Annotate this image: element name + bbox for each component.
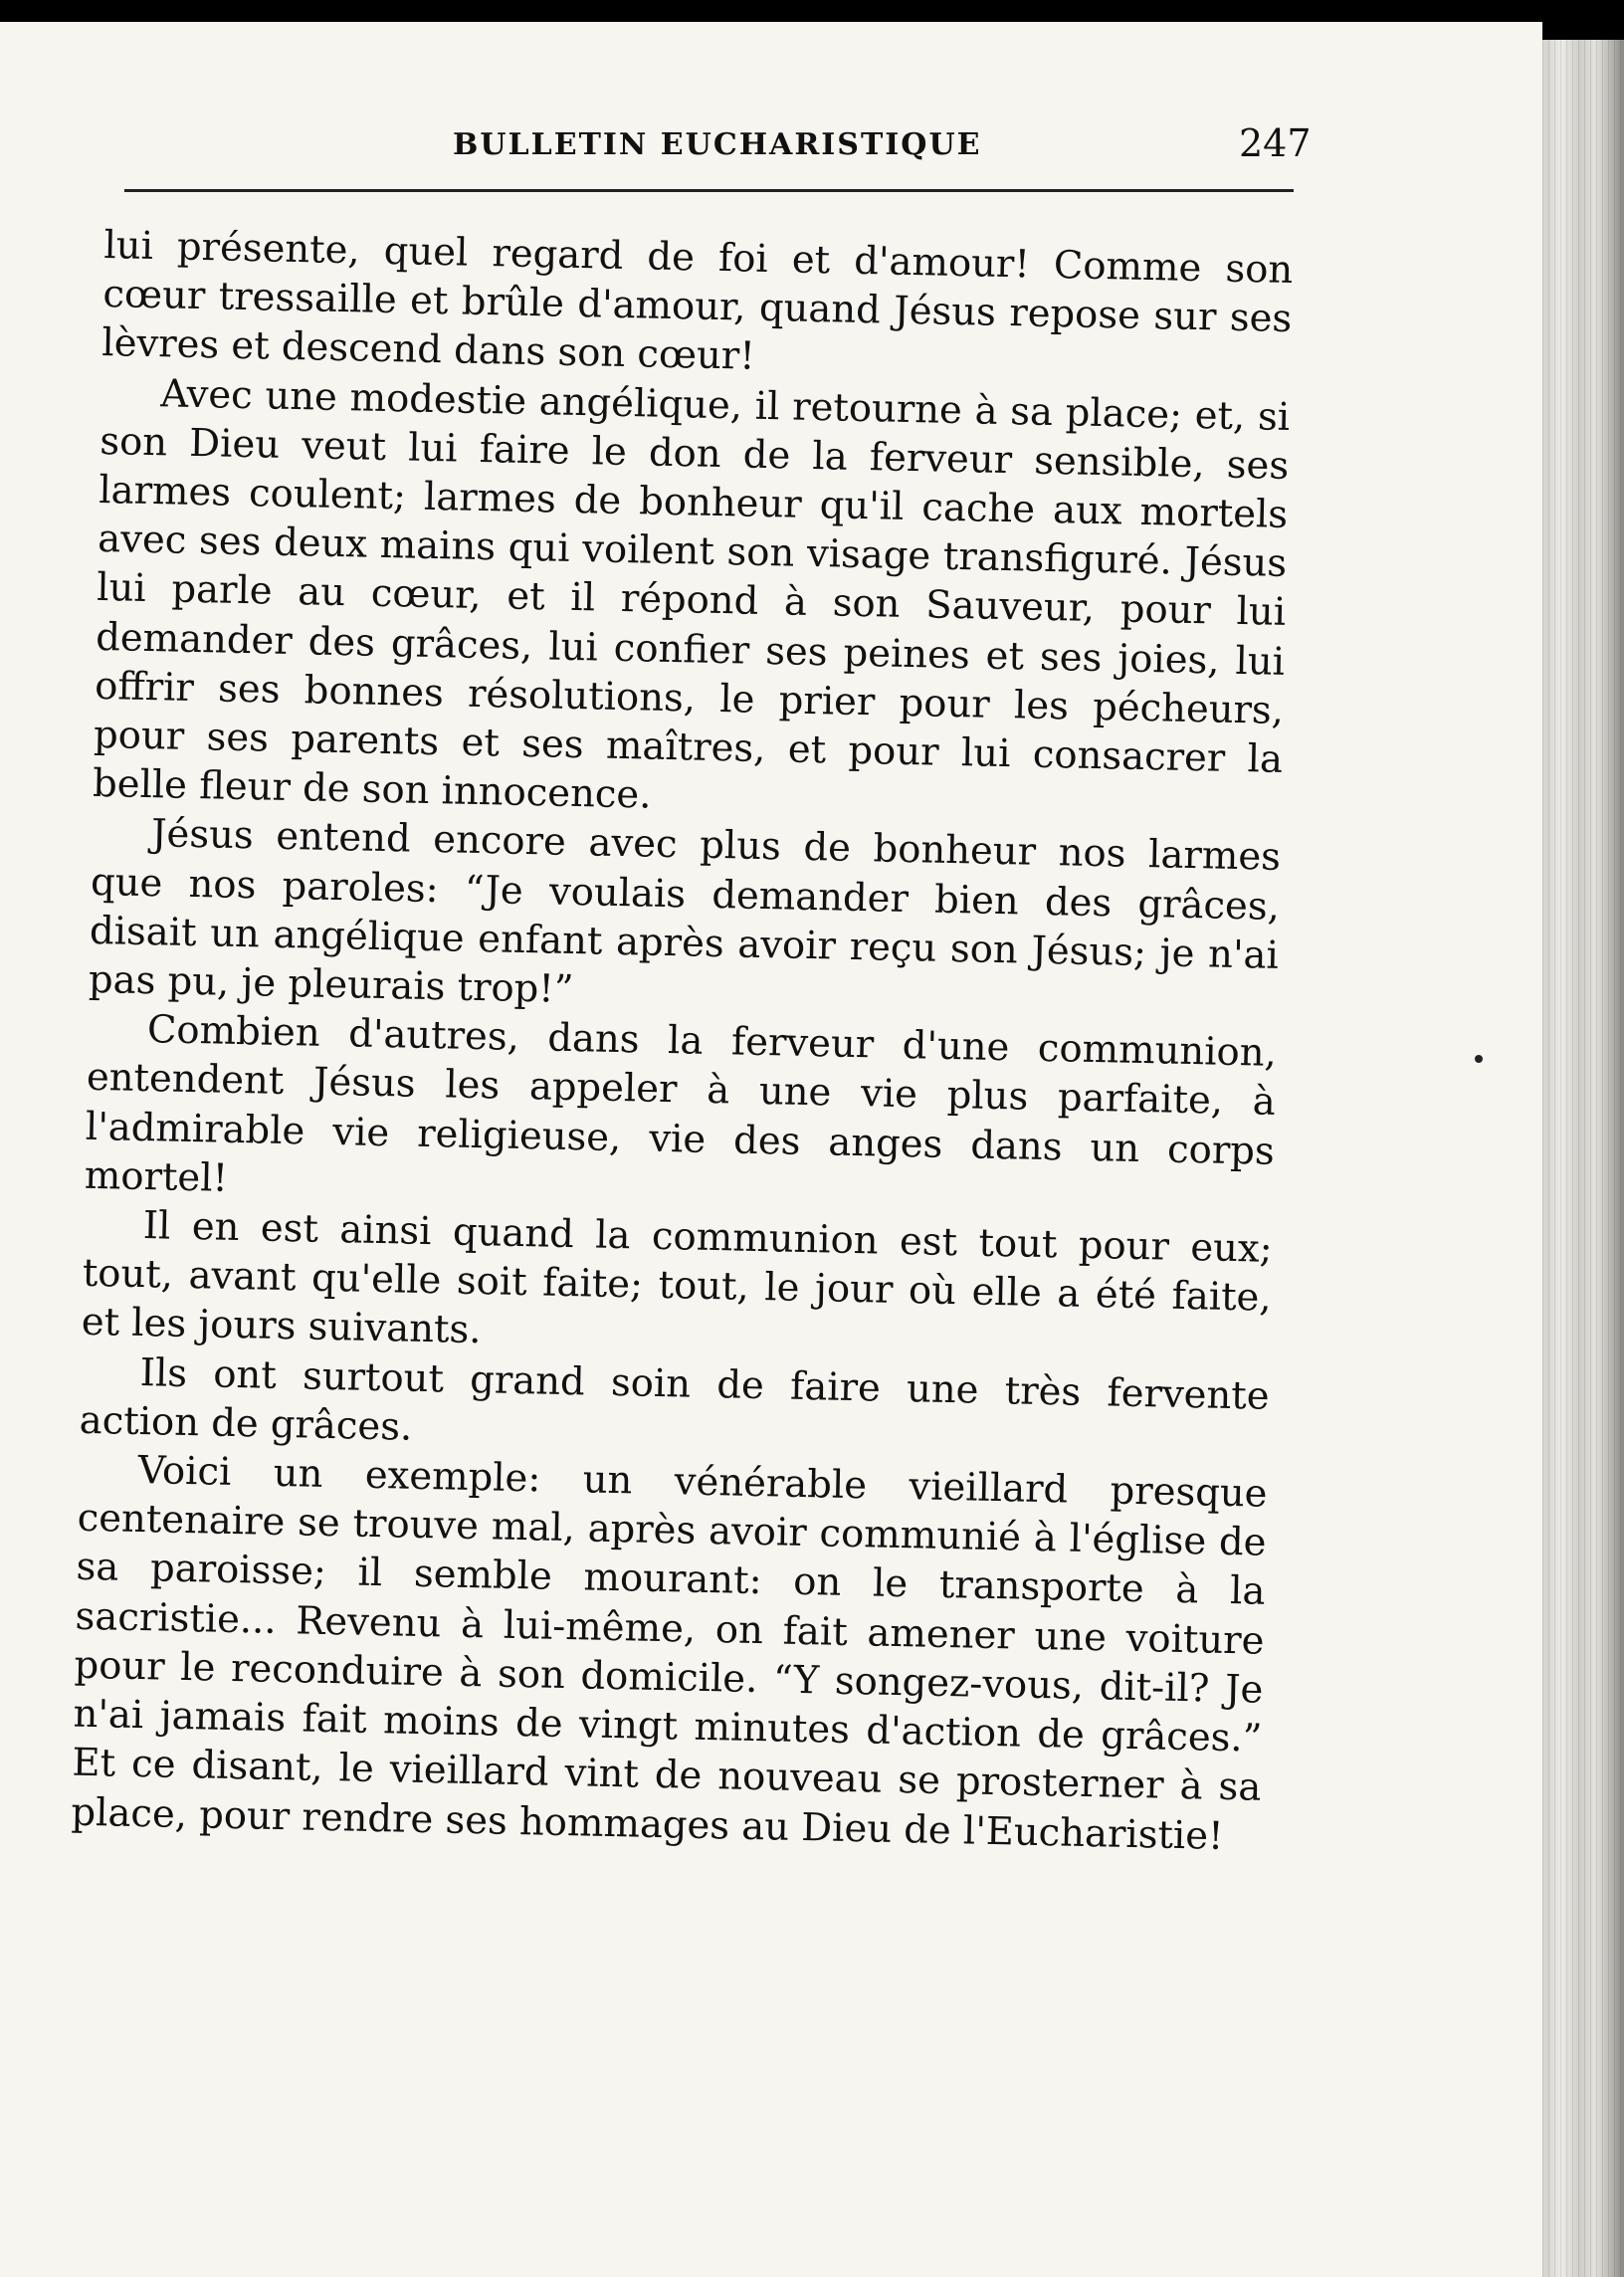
ink-speck xyxy=(1475,1055,1483,1063)
scan-border-top xyxy=(0,0,1624,22)
paragraph-6: Ils ont surtout grand soin de faire une très fervente action de grâces. xyxy=(79,1349,1270,1450)
page-header xyxy=(124,117,1312,177)
paragraph-4: Combien d'autres, dans la ferveur d'une communion, entendent Jésus les appeler à une vie plus parfaite, à l'admirable vie religieuse, vie des anges dans un corps mortel! xyxy=(84,1007,1278,1201)
paragraph-1: lui présente, quel regard de foi et d'amour! Comme son cœur tressaille et brûle d'amour, quand Jésus repose sur ses lèvres et descend dans son cœur! xyxy=(101,222,1294,380)
paragraph-7: Voici un exemple: un vénérable vieillard presque centenaire se trouve mal, après avoir communié à l'église de sa paroisse; il semble mourant: on le transporte à la sacristie... Revenu à lui-même, on fait amener une voiture pour le reconduire à son domicile. “Y songez-vous, dit-il? Je n'ai jamais fait moins de vingt minutes d'action de grâces.” Et ce disant, le vieillard vint de nouveau se prosterner à sa place, pour rendre ses hommages au Dieu de l'Eucharistie! xyxy=(71,1448,1268,1859)
page-number: 247 xyxy=(1239,121,1312,165)
body-text xyxy=(71,221,1294,1861)
running-title: BULLETIN EUCHARISTIQUE xyxy=(453,127,982,162)
paragraph-3: Jésus entend encore avec plus de bonheur nos larmes que nos paroles: “Je voulais demander bien des grâces, disait un angélique enfant après avoir reçu son Jésus; je n'ai pas pu, je pleurais trop!” xyxy=(88,811,1282,1013)
page-edge-texture xyxy=(1542,40,1624,2277)
paragraph-2: Avec une modestie angélique, il retourne à sa place; et, si son Dieu veut lui faire le don de la ferveur sensible, ses larmes coulent; larmes de bonheur qu'il cache aux mortels avec ses deux mains qui voilent son visage transfiguré. Jésus lui parle au cœur, et il répond à son Sauveur, pour lui demander des grâces, lui confier ses peines et ses joies, lui offrir ses bonnes résolutions, le prier pour les pécheurs, pour ses parents et ses maîtres, et pour lui consacrer la belle fleur de son innocence. xyxy=(92,370,1291,818)
paragraph-5: Il en est ainsi quand la communion est tout pour eux; tout, avant qu'elle soit faite; tout, le jour où elle a été faite, et les jours suivants. xyxy=(81,1203,1274,1353)
header-rule xyxy=(124,189,1294,192)
